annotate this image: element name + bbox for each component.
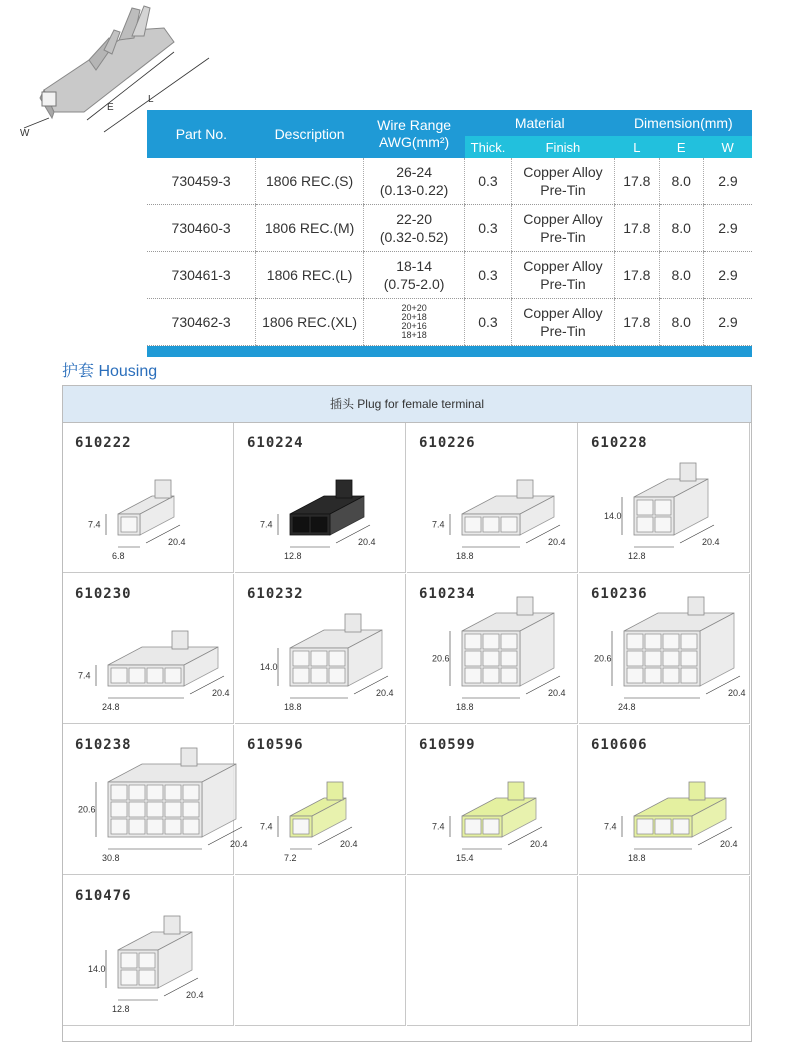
housing-latch: [155, 480, 171, 498]
finish-plating: Pre-Tin: [540, 182, 586, 198]
empty-cell: [407, 876, 578, 1026]
part-number: 730460-3: [147, 205, 256, 252]
housing-cavity: [637, 500, 653, 515]
housing-latch: [345, 614, 361, 632]
housing-depth-dim: 20.4: [230, 839, 248, 849]
finish-plating: Pre-Tin: [540, 276, 586, 292]
housing-cavity: [673, 819, 689, 834]
description: 1806 REC.(L): [256, 252, 364, 299]
housing-part-number: 610234: [419, 586, 476, 602]
housing-cavity: [129, 802, 145, 817]
housing-part-number: 610228: [591, 435, 648, 451]
housing-cavity: [293, 651, 309, 666]
housing-cavity: [655, 819, 671, 834]
housing-depth-dim: 20.4: [168, 537, 186, 547]
finish: [511, 252, 614, 299]
housing-height-dim: 14.0: [260, 662, 278, 672]
housing-cavity: [483, 819, 499, 834]
housing-cavity: [627, 634, 643, 649]
dim-e: 8.0: [659, 158, 703, 205]
housing-part-number: 610599: [419, 737, 476, 753]
connector-drawing: [235, 423, 406, 573]
housing-width-dim: 30.8: [102, 853, 120, 863]
awg-gauge: 22-20: [396, 211, 432, 227]
header-material: Material: [514, 115, 565, 131]
housing-cavity: [129, 785, 145, 800]
housing-cavity: [655, 517, 671, 532]
housing-latch: [688, 597, 704, 615]
housing-cavity: [483, 634, 499, 649]
housing-cavity: [637, 819, 653, 834]
housing-cavity: [165, 802, 181, 817]
housing-latch: [680, 463, 696, 481]
header-finish: Finish: [511, 136, 614, 158]
empty-cell: [579, 876, 750, 1026]
housing-grid: [62, 385, 752, 1042]
housing-width-dim: 15.4: [456, 853, 474, 863]
housing-item: [579, 423, 750, 573]
housing-depth-dim: 20.4: [548, 537, 566, 547]
housing-part-number: 610476: [75, 888, 132, 904]
housing-latch: [181, 748, 197, 766]
connector-drawing: [63, 574, 234, 724]
housing-cavity: [329, 651, 345, 666]
dim-l: 17.8: [615, 158, 659, 205]
wire-range: [363, 252, 464, 299]
description: 1806 REC.(S): [256, 158, 364, 205]
housing-latch: [689, 782, 705, 800]
housing-item: [63, 876, 234, 1026]
wire-range: [363, 205, 464, 252]
housing-part-number: 610236: [591, 586, 648, 602]
housing-cavity: [645, 651, 661, 666]
connector-drawing: [407, 725, 578, 875]
housing-width-dim: 12.8: [628, 551, 646, 561]
housing-depth-dim: 20.4: [530, 839, 548, 849]
housing-cavity: [627, 668, 643, 683]
awg-combo: 18+18: [401, 330, 427, 340]
housing-part-number: 610606: [591, 737, 648, 753]
housing-cavity: [147, 802, 163, 817]
wire-range: [363, 299, 464, 346]
dim-w: 2.9: [703, 205, 752, 252]
housing-cavity: [147, 785, 163, 800]
housing-cavity: [165, 668, 181, 683]
housing-cavity: [311, 517, 327, 532]
housing-cavity: [111, 819, 127, 834]
dim-w: 2.9: [703, 158, 752, 205]
housing-cavity: [147, 819, 163, 834]
housing-cavity: [483, 651, 499, 666]
table-row: [147, 299, 752, 346]
housing-cavity: [165, 785, 181, 800]
connector-drawing: [63, 423, 234, 573]
housing-part-number: 610224: [247, 435, 304, 451]
housing-depth-dim: 20.4: [212, 688, 230, 698]
housing-item: [63, 574, 234, 724]
part-number: 730461-3: [147, 252, 256, 299]
header-e: E: [659, 136, 703, 158]
finish-material: Copper Alloy: [523, 258, 603, 274]
housing-cavity: [147, 668, 163, 683]
housing-height-dim: 7.4: [260, 519, 273, 530]
housing-cavity: [111, 668, 127, 683]
housing-cavity: [111, 802, 127, 817]
dim-l: 17.8: [615, 299, 659, 346]
dim-e: 8.0: [659, 205, 703, 252]
housing-latch: [517, 480, 533, 498]
housing-item: [63, 725, 248, 875]
housing-part-number: 610238: [75, 737, 132, 753]
thickness: 0.3: [465, 158, 511, 205]
finish-plating: Pre-Tin: [540, 323, 586, 339]
housing-cavity: [501, 517, 517, 532]
housing-depth-dim: 20.4: [548, 688, 566, 698]
housing-item: [579, 725, 750, 875]
dim-e: 8.0: [659, 252, 703, 299]
connector-drawing: [63, 725, 248, 875]
housing-height-dim: 14.0: [604, 511, 622, 521]
dim-w: 2.9: [703, 299, 752, 346]
connector-drawing: [579, 574, 750, 724]
terminal-spec-panel: [147, 110, 752, 357]
housing-depth-dim: 20.4: [186, 990, 204, 1000]
housing-width-dim: 24.8: [102, 702, 120, 712]
housing-height-dim: 7.4: [432, 519, 445, 530]
housing-depth-dim: 20.4: [728, 688, 746, 698]
housing-width-dim: 18.8: [456, 551, 474, 561]
connector-drawing: [235, 574, 406, 724]
dim-e: 8.0: [659, 299, 703, 346]
housing-cavity: [129, 819, 145, 834]
header-awg-label: AWG(mm²): [378, 134, 450, 150]
housing-item: [407, 574, 578, 724]
housing-latch: [508, 782, 524, 800]
housing-cavity: [465, 517, 481, 532]
connector-drawing: [407, 423, 578, 573]
table-row: [147, 252, 752, 299]
header-part-no: Part No.: [175, 126, 228, 142]
awg-combo: 20+20: [401, 303, 427, 313]
housing-cavity: [645, 634, 661, 649]
housing-height-dim: 7.4: [78, 670, 91, 681]
thickness: 0.3: [465, 205, 511, 252]
housing-cavity: [663, 651, 679, 666]
housing-height-dim: 7.4: [432, 821, 445, 832]
housing-part-number: 610232: [247, 586, 304, 602]
housing-height-dim: 7.4: [88, 519, 101, 530]
housing-height-dim: 20.6: [432, 653, 450, 664]
housing-cavity: [183, 819, 199, 834]
housing-cavity: [627, 651, 643, 666]
housing-cavity: [655, 500, 671, 515]
housing-cavity: [501, 668, 517, 683]
housing-cavity: [483, 517, 499, 532]
housing-cavity: [293, 517, 309, 532]
header-wire-range: [363, 110, 464, 158]
housing-item: [407, 725, 578, 875]
housing-width-dim: 12.8: [284, 551, 302, 561]
housing-latch: [336, 480, 352, 498]
housing-cavity: [293, 668, 309, 683]
housing-latch: [327, 782, 343, 800]
housing-item: [407, 423, 578, 573]
connector-drawing: [407, 574, 578, 724]
finish-material: Copper Alloy: [523, 164, 603, 180]
finish: [511, 299, 614, 346]
housing-depth-dim: 20.4: [340, 839, 358, 849]
housing-section-title: 护套 Housing: [62, 363, 158, 380]
housing-height-dim: 20.6: [594, 653, 612, 664]
housing-part-number: 610596: [247, 737, 304, 753]
terminal-spec-table: [147, 110, 752, 346]
housing-cavity: [311, 651, 327, 666]
header-w: W: [703, 136, 752, 158]
connector-drawing: [235, 725, 406, 875]
part-number: 730459-3: [147, 158, 256, 205]
housing-cavity: [293, 819, 309, 834]
housing-cavity: [183, 802, 199, 817]
housing-cavity: [501, 651, 517, 666]
housing-depth-dim: 20.4: [376, 688, 394, 698]
housing-part-number: 610222: [75, 435, 132, 451]
housing-depth-dim: 20.4: [702, 537, 720, 547]
housing-latch: [172, 631, 188, 649]
housing-height-dim: 14.0: [88, 964, 106, 974]
housing-cavity: [129, 668, 145, 683]
housing-width-dim: 24.8: [618, 702, 636, 712]
header-dimension: Dimension(mm): [633, 115, 733, 131]
housing-height-dim: 7.4: [260, 821, 273, 832]
awg-combo: 20+18: [401, 312, 427, 322]
housing-height-dim: 20.6: [78, 804, 96, 815]
housing-cavity: [663, 634, 679, 649]
awg-area: (0.75-2.0): [383, 276, 445, 292]
awg-area: (0.13-0.22): [379, 182, 449, 198]
finish-material: Copper Alloy: [523, 211, 603, 227]
housing-cavity: [183, 785, 199, 800]
terminal-l-label: L: [148, 94, 154, 105]
connector-drawing: [579, 725, 750, 875]
part-number: 730462-3: [147, 299, 256, 346]
header-l: L: [615, 136, 659, 158]
housing-part-number: 610230: [75, 586, 132, 602]
housing-part-number: 610226: [419, 435, 476, 451]
housing-width-dim: 18.8: [456, 702, 474, 712]
awg-area: (0.32-0.52): [379, 229, 449, 245]
housing-cavity: [501, 634, 517, 649]
housing-cavity: [645, 668, 661, 683]
housing-cavity: [139, 953, 155, 968]
terminal-w-label: W: [20, 128, 30, 139]
finish-material: Copper Alloy: [523, 305, 603, 321]
table-row: [147, 158, 752, 205]
housing-cavity: [121, 970, 137, 985]
housing-cavity: [465, 668, 481, 683]
housing-cavity: [121, 517, 137, 532]
description: 1806 REC.(XL): [256, 299, 364, 346]
housing-cavity: [165, 819, 181, 834]
housing-width-dim: 6.8: [112, 551, 125, 561]
dim-l: 17.8: [615, 205, 659, 252]
plug-header: 插头 Plug for female terminal: [63, 386, 751, 423]
housing-item: [235, 574, 406, 724]
housing-cavity: [465, 651, 481, 666]
housing-cavity: [311, 668, 327, 683]
housing-cavity: [329, 668, 345, 683]
housing-cavity: [465, 819, 481, 834]
housing-cavity: [111, 785, 127, 800]
housing-width-dim: 18.8: [284, 702, 302, 712]
housing-width-dim: 18.8: [628, 853, 646, 863]
awg-gauge: 18-14: [396, 258, 432, 274]
header-wire-range-label: Wire Range: [377, 117, 452, 133]
housing-item: [235, 725, 406, 875]
finish-plating: Pre-Tin: [540, 229, 586, 245]
connector-drawing: [579, 423, 750, 573]
empty-cell: [235, 876, 406, 1026]
housing-cavity: [681, 634, 697, 649]
finish: [511, 205, 614, 252]
terminal-e-label: E: [107, 102, 114, 113]
housing-cavity: [139, 970, 155, 985]
housing-cavity: [681, 668, 697, 683]
housing-depth-dim: 20.4: [720, 839, 738, 849]
housing-item: [579, 574, 750, 724]
housing-width-dim: 12.8: [112, 1004, 130, 1014]
housing-item: [235, 423, 406, 573]
dim-l: 17.8: [615, 252, 659, 299]
housing-width-dim: 7.2: [284, 853, 297, 863]
finish: [511, 158, 614, 205]
header-thick: Thick.: [465, 136, 511, 158]
housing-cavity: [637, 517, 653, 532]
housing-height-dim: 7.4: [604, 821, 617, 832]
housing-cavity: [465, 634, 481, 649]
awg-gauge: 26-24: [396, 164, 432, 180]
dim-w: 2.9: [703, 252, 752, 299]
housing-cavity: [483, 668, 499, 683]
awg-combo: 20+16: [401, 321, 427, 331]
description: 1806 REC.(M): [256, 205, 364, 252]
wire-range: [363, 158, 464, 205]
header-description: Description: [274, 126, 345, 142]
housing-item: [63, 423, 234, 573]
housing-cavity: [681, 651, 697, 666]
housing-depth-dim: 20.4: [358, 537, 376, 547]
connector-drawing: [63, 876, 234, 1026]
housing-cavity: [121, 953, 137, 968]
table-row: [147, 205, 752, 252]
thickness: 0.3: [465, 252, 511, 299]
thickness: 0.3: [465, 299, 511, 346]
housing-latch: [164, 916, 180, 934]
housing-cavity: [663, 668, 679, 683]
housing-latch: [517, 597, 533, 615]
